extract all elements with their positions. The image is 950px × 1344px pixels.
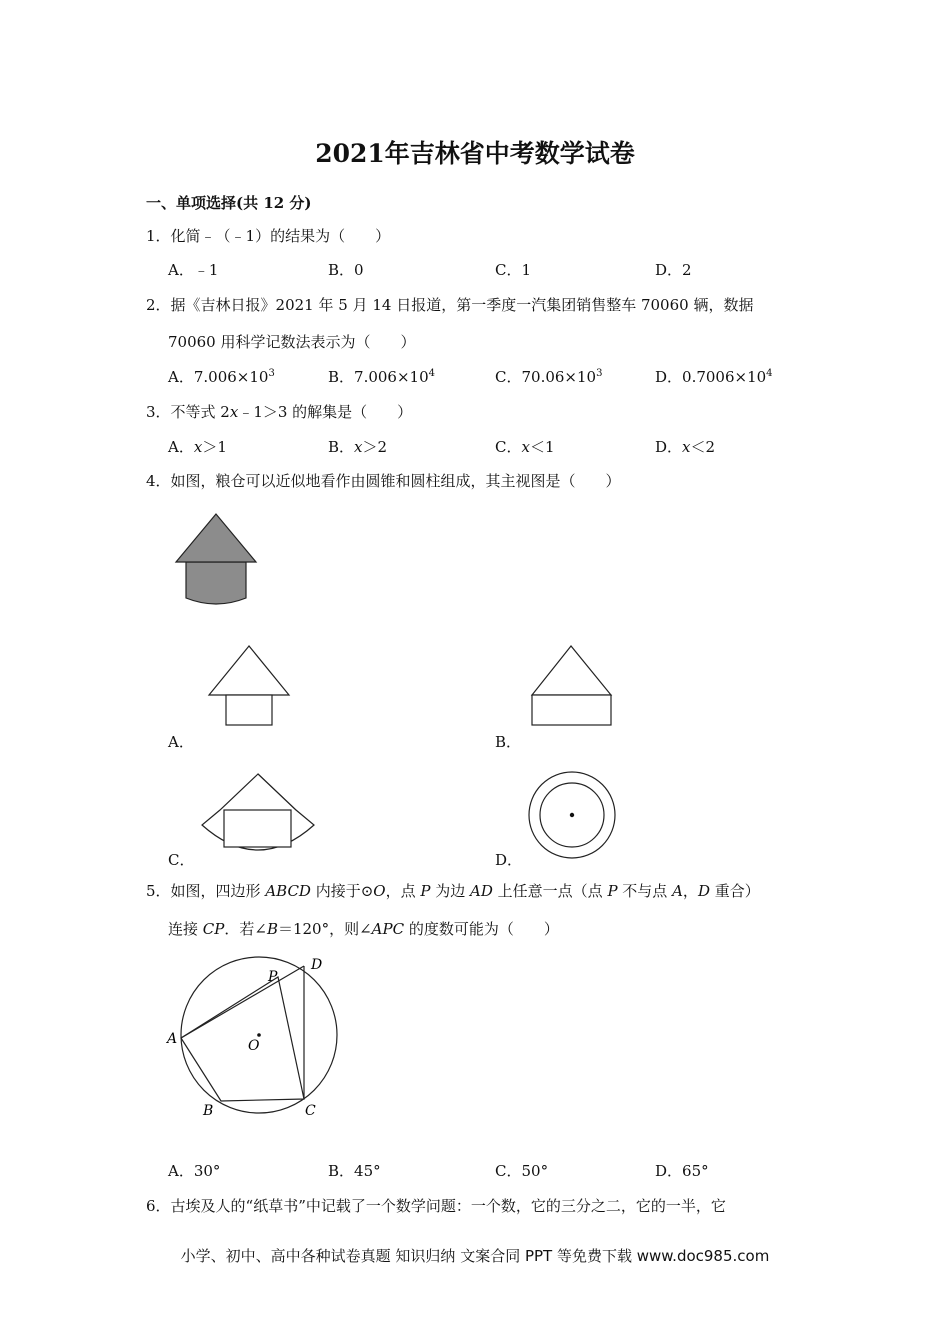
question-2-option-a: A．$7.006\times 10^3$ <box>168 368 275 386</box>
question-2-option-d: D．$0.7006\times 10^4$ <box>655 368 773 386</box>
question-1-option-d: D．2 <box>655 261 692 279</box>
question-3-option-a: A．x＞1 <box>168 438 227 456</box>
footer-ad: 小学、初中、高中各种试卷真题 知识归纳 文案合同 PPT 等免费下载 www.doc985.com <box>180 1247 770 1265</box>
label-c: C <box>305 1103 316 1119</box>
question-2-option-c: C．$70.06\times 10^3$ <box>495 368 603 386</box>
question-1-option-b: B．0 <box>328 261 364 279</box>
label-a: A <box>167 1031 178 1047</box>
label-o: O <box>248 1038 260 1054</box>
question-4-stem: 4．如图，粮仓可以近似地看作由圆锥和圆柱组成，其主视图是（ ） <box>146 472 621 490</box>
question-5-stem-line2: 连接 CP．若∠B＝120°，则∠APC 的度数可能为（ ） <box>168 920 559 938</box>
option-b-figure <box>528 643 618 728</box>
question-6-stem: 6．古埃及人的“纸草书”中记载了一个数学问题：一个数，它的三分之二，它的一半，它 <box>146 1197 726 1215</box>
question-3-stem: 3．不等式 2x﹣1＞3 的解集是（ ） <box>146 403 413 421</box>
granary-figure <box>170 510 260 610</box>
question-5-option-b: B．45° <box>328 1162 381 1180</box>
question-5-option-c: C．50° <box>495 1162 549 1180</box>
question-3-option-c: C．x＜1 <box>495 438 555 456</box>
question-3-option-b: B．x＞2 <box>328 438 388 456</box>
question-3-option-d: D．x＜2 <box>655 438 716 456</box>
option-a-figure <box>205 643 295 728</box>
option-d-figure <box>525 768 620 863</box>
question-1-stem: 1．化简﹣（﹣1）的结果为（ ） <box>146 227 391 245</box>
question-4-option-b: B． <box>495 733 522 751</box>
question-2-stem-line1: 2．据《吉林日报》2021 年 5 月 14 日报道，第一季度一汽集团销售整车 70060 辆，数据 <box>146 296 754 314</box>
question-4-option-c: C． <box>168 851 195 869</box>
section-heading: 一、单项选择(共 12 分) <box>146 194 312 212</box>
option-c-figure <box>198 770 318 860</box>
label-p: P <box>268 969 278 985</box>
page-title: 2021年吉林省中考数学试卷 <box>315 139 635 168</box>
question-4-option-d: D． <box>495 851 523 869</box>
question-5-option-d: D．65° <box>655 1162 709 1180</box>
question-1-option-a: A．﹣1 <box>168 261 219 279</box>
circle-quadrilateral-figure <box>165 953 345 1123</box>
question-2-stem-line2: 70060 用科学记数法表示为（ ） <box>168 333 416 351</box>
label-d: D <box>311 957 323 973</box>
label-b: B <box>203 1103 214 1119</box>
question-4-option-a: A． <box>168 733 194 751</box>
question-1-option-c: C．1 <box>495 261 532 279</box>
question-5-stem-line1: 5．如图，四边形 ABCD 内接于⊙O，点 P 为边 AD 上任意一点（点 P 不与点 A，D 重合） <box>146 882 760 900</box>
question-5-option-a: A．30° <box>168 1162 221 1180</box>
question-2-option-b: B．$7.006\times 10^4$ <box>328 368 435 386</box>
